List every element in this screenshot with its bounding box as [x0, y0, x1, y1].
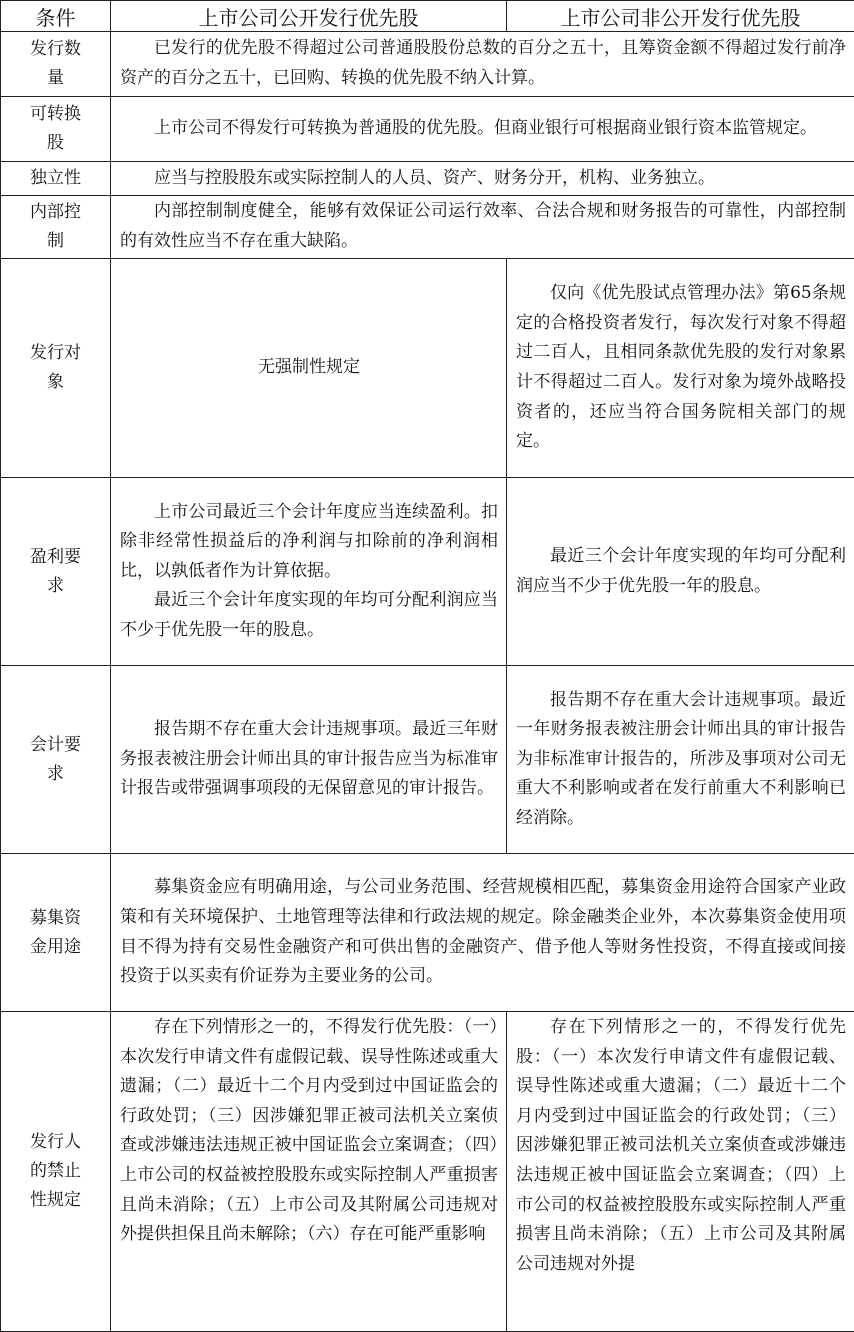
- row-label: [1, 259, 111, 478]
- row-label: [1, 1012, 111, 1332]
- row-prohibitions: [1, 1012, 854, 1332]
- row-label: [1, 196, 111, 259]
- targets-private-cell: [507, 259, 854, 478]
- row-quantity: [1, 32, 854, 97]
- row-label-line: 会计要: [5, 731, 106, 760]
- row-label-line: 制: [5, 227, 106, 256]
- proceeds-text-cell: [111, 854, 854, 1012]
- row-label: [1, 97, 111, 162]
- row-label-line: 求: [5, 760, 106, 789]
- row-label-line: 发行数: [5, 35, 106, 64]
- row-label-line: 可转换: [5, 100, 106, 129]
- profit-public-p1: 上市公司最近三个会计年度应当连续盈利。扣除非经常性损益后的净利润与扣除前的净利润相比，以孰低者作为计算依据。: [120, 498, 498, 587]
- profit-private-text: 最近三个会计年度实现的年均可分配利润应当不少于优先股一年的股息。: [516, 542, 846, 601]
- header-public: 上市公司公开发行优先股: [111, 1, 507, 32]
- row-label-line: 募集资: [5, 904, 106, 933]
- row-label-line: 股: [5, 129, 106, 158]
- row-internal-control: [1, 196, 854, 259]
- quantity-text: 已发行的优先股不得超过公司普通股股份总数的百分之五十，且筹资金额不得超过发行前净资产的百分之五十，已回购、转换的优先股不纳入计算。: [120, 34, 846, 93]
- quantity-text-cell: [111, 32, 854, 97]
- internal-control-text-cell: [111, 196, 854, 259]
- row-label-line: 性规定: [5, 1186, 106, 1215]
- convertible-text-cell: [111, 97, 854, 162]
- profit-public-p2: 最近三个会计年度实现的年均可分配利润应当不少于优先股一年的股息。: [120, 586, 498, 645]
- accounting-public-text: 报告期不存在重大会计违规事项。最近三年财务报表被注册会计师出具的审计报告应当为标准审计报告或带强调事项段的无保留意见的审计报告。: [120, 715, 498, 804]
- row-label-line: 求: [5, 572, 106, 601]
- row-label-line: 发行对: [5, 339, 106, 368]
- row-label: [1, 666, 111, 854]
- convertible-text: 上市公司不得发行可转换为普通股的优先股。但商业银行可根据商业银行资本监管规定。: [120, 114, 846, 144]
- row-label: [1, 854, 111, 1012]
- targets-private-text: 仅向《优先股试点管理办法》第65条规定的合格投资者发行，每次发行对象不得超过二百人，且相同条款优先股的发行对象累计不得超过二百人。发行对象为境外战略投资者的，还应当符合国务院相关部门的规定。: [516, 279, 846, 457]
- row-convertible: [1, 97, 854, 162]
- row-label: [1, 32, 111, 97]
- accounting-private-text: 报告期不存在重大会计违规事项。最近一年财务报表被注册会计师出具的审计报告为非标准审计报告的，所涉及事项对公司无重大不利影响或者在发行前重大不利影响已经消除。: [516, 686, 846, 834]
- row-accounting: [1, 666, 854, 854]
- row-label-line: 内部控: [5, 198, 106, 227]
- row-label: [1, 478, 111, 666]
- header-row: [1, 1, 854, 32]
- row-independence: [1, 162, 854, 196]
- prohibitions-public-text: 存在下列情形之一的，不得发行优先股：（一）本次发行申请文件有虚假记载、误导性陈述或重大遗漏；（二）最近十二个月内受到过中国证监会的行政处罚；（三）因涉嫌犯罪正被司法机关立案侦查或涉嫌违法违规正被中国证监会立案调查；（四）上市公司的权益被控股股东或实际控制人严重损害且尚未消除；（五）上市公司及其附属公司违规对外提供担保且尚未解除；（六）存在可能严重影响: [120, 1013, 498, 1250]
- row-label-line: 量: [5, 64, 106, 93]
- accounting-private-cell: [507, 666, 854, 854]
- prohibitions-private-cell: [507, 1012, 854, 1332]
- independence-text-cell: [111, 162, 854, 196]
- row-label-line: 金用途: [5, 933, 106, 962]
- row-targets: [1, 259, 854, 478]
- accounting-public-cell: [111, 666, 507, 854]
- row-label-line: 象: [5, 368, 106, 397]
- internal-control-text: 内部控制制度健全，能够有效保证公司运行效率、合法合规和财务报告的可靠性，内部控制的有效性应当不存在重大缺陷。: [120, 197, 846, 256]
- prohibitions-private-text: 存在下列情形之一的，不得发行优先股：（一）本次发行申请文件有虚假记载、误导性陈述或重大遗漏；（二）最近十二个月内受到过中国证监会的行政处罚；（三）因涉嫌犯罪正被司法机关立案侦查或涉嫌违法违规正被中国证监会立案调查；（四）上市公司的权益被控股股东或实际控制人严重损害且尚未消除；（五）上市公司及其附属公司违规对外提: [516, 1013, 846, 1279]
- row-label-line: 的禁止: [5, 1157, 106, 1186]
- profit-private-cell: [507, 478, 854, 666]
- profit-public-cell: [111, 478, 507, 666]
- row-label: 独立性: [1, 162, 111, 196]
- prohibitions-public-cell: [111, 1012, 507, 1332]
- header-condition: 条件: [1, 1, 111, 32]
- independence-text: 应当与控股股东或实际控制人的人员、资产、财务分开，机构、业务独立。: [120, 164, 846, 194]
- targets-public-cell: 无强制性规定: [111, 259, 507, 478]
- row-profit: [1, 478, 854, 666]
- row-label-line: 发行人: [5, 1128, 106, 1157]
- proceeds-text: 募集资金应有明确用途，与公司业务范围、经营规模相匹配，募集资金用途符合国家产业政策和有关环境保护、土地管理等法律和行政法规的规定。除金融类企业外，本次募集资金使用项目不得为持有交易性金融资产和可供出售的金融资产、借予他人等财务性投资，不得直接或间接投资于以买卖有价证券为主要业务的公司。: [120, 873, 846, 991]
- header-private: 上市公司非公开发行优先股: [507, 1, 854, 32]
- row-proceeds: [1, 854, 854, 1012]
- row-label-line: 盈利要: [5, 543, 106, 572]
